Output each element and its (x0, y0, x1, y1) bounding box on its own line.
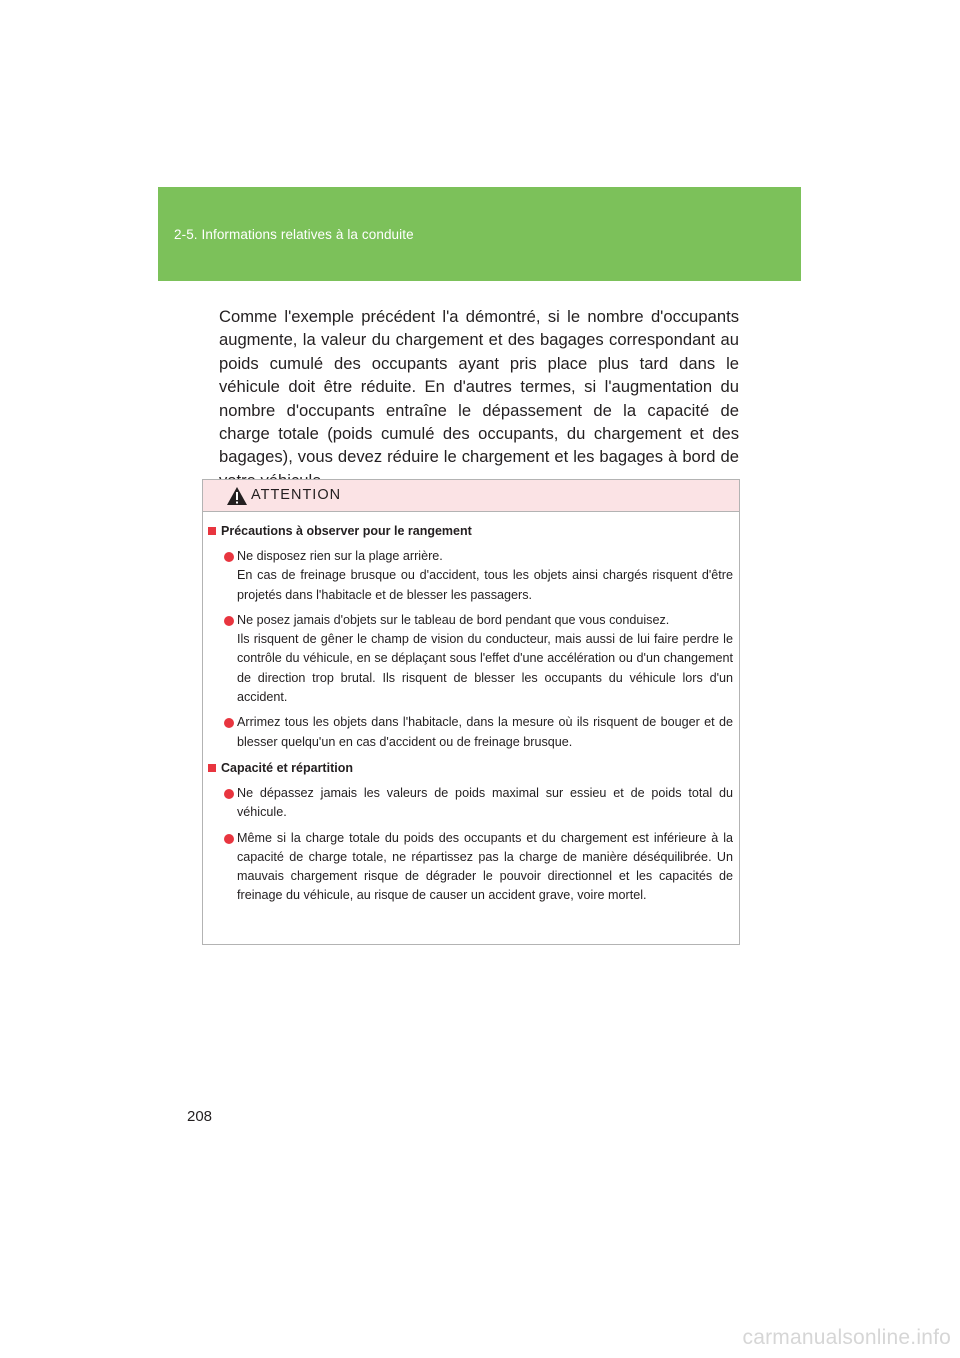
warning-body (203, 523, 739, 912)
warning-bullet (203, 713, 739, 752)
warning-label: ATTENTION (251, 487, 342, 503)
bullet-line: Ne dépassez jamais les valeurs de poids maximal sur essieu et de poids total du véhicule. (237, 785, 733, 820)
warning-bullet (203, 784, 739, 823)
warning-bullet (203, 829, 739, 906)
warning-section-title: Précautions à observer pour le rangement (203, 523, 739, 539)
bullet-line: Ne disposez rien sur la plage arrière. (237, 549, 443, 563)
section-marker-icon (208, 527, 216, 535)
watermark: carmanualsonline.info (742, 1326, 951, 1349)
warning-section-title: Capacité et répartition (203, 760, 739, 776)
intro-paragraph: Comme l'exemple précédent l'a démontré, si le nombre d'occupants augmente, la valeur du chargement et des bagages correspondant au poids cumulé des occupants ayant pris place plus tard dans le véhicule doit être réduite. En d'autres termes, si l'augmentation du nombre d'occupants entraîne le dépassement de la capacité de charge totale (poids cumulé des occupants, du chargement et des bagages), vous devez réduire le chargement et les bagages à bord de (219, 307, 739, 467)
bullet-dot-icon (224, 718, 234, 728)
bullet-line: Arrimez tous les objets dans l'habitacle, dans la mesure où ils risquent de bouger et de blesser quelqu'un en cas d'accident ou de freinage brusque. (237, 715, 733, 749)
page-number: 208 (187, 1108, 213, 1125)
bullet-line: Ne posez jamais d'objets sur le tableau de bord pendant que vous conduisez. (237, 612, 670, 627)
bullet-dot-icon (224, 789, 234, 799)
bullet-line: En cas de freinage brusque ou d'accident, tous les objets ainsi chargés risquent d'être projetés dans l'habitacle et de blesser les passagers. (237, 568, 733, 602)
warning-bullet (203, 547, 739, 605)
warning-box (202, 479, 740, 945)
warning-bullet (203, 611, 739, 707)
section-header-band (158, 187, 801, 281)
section-title: 2-5. Informations relatives à la conduite (174, 227, 414, 242)
bullet-dot-icon (224, 834, 234, 844)
warning-triangle-icon (226, 486, 248, 506)
warning-header (203, 480, 739, 512)
bullet-line: Même si la charge totale du poids des occupants et du chargement est inférieure à la capacité de charge totale, ne répartissez pas la charge de manière déséquilibrée. Un mauvais chargement risque de dégrader le pouvoir directionnel et les capacités de freinage du véhicule, au risque de causer un accident grave, voire mortel. (237, 830, 733, 903)
bullet-dot-icon (224, 552, 234, 562)
bullet-dot-icon (224, 616, 234, 626)
bullet-line: Ils risquent de gêner le champ de vision du conducteur, mais aussi de lui faire perdre le contrôle du véhicule, en se déplaçant sous l'effet d'une accélération ou d'un changement de direction trop brutal. Ils risquent de blesser les occupants du véhicule lors d'un accident. (237, 632, 733, 705)
section-marker-icon (208, 764, 216, 772)
